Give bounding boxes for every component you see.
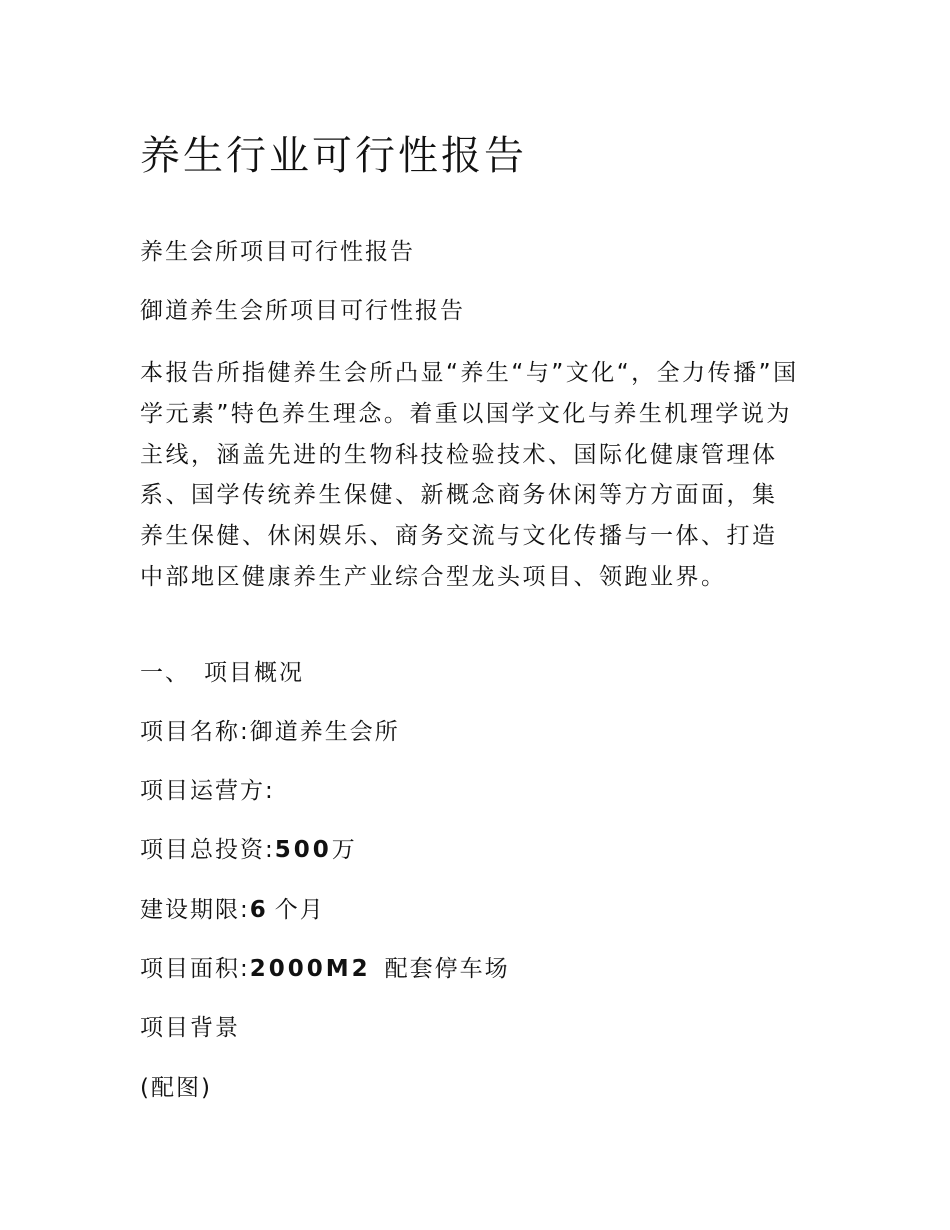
document-title: 养生行业可行性报告: [140, 133, 527, 179]
figure-placeholder: (配图): [140, 1075, 212, 1101]
project-name-value: 御道养生会所: [249, 719, 400, 745]
project-investment-label: 项目总投资:: [140, 837, 275, 863]
project-name-row: [140, 717, 400, 747]
project-name-label: 项目名称:: [140, 719, 250, 745]
project-operator-label: 项目运营方:: [140, 778, 275, 804]
project-area-number: 2000M2: [249, 956, 371, 982]
project-background-heading: 项目背景: [140, 1015, 240, 1041]
project-area-label: 项目面积:: [140, 956, 250, 982]
intro-paragraph: 本报告所指健养生会所凸显“养生“与”文化“，全力传播”国学元素”特色养生理念。着重以国学文化与养生机理学说为主线，涵盖先进的生物科技检验技术、国际化健康管理体系、国学传统养生保健、新概念商务休闲等方方面面，集养生保健、休闲娱乐、商务交流与文化传播与一体、打造中部地区健康养生产业综合型龙头项目、领跑业界。: [140, 360, 799, 590]
project-investment-unit: 万: [331, 837, 357, 863]
project-period-label: 建设期限:: [140, 897, 250, 923]
project-area-note: 配套停车场: [384, 956, 510, 982]
subtitle-yudao-report: 御道养生会所项目可行性报告: [140, 298, 465, 324]
project-period-row: [140, 895, 325, 925]
section-heading-text: 项目概况: [204, 660, 304, 686]
project-area-row: [140, 954, 510, 984]
section-heading-overview: [140, 658, 304, 688]
project-investment-row: [140, 835, 357, 865]
section-number: 一、: [140, 660, 190, 686]
project-period-number: 6: [249, 897, 269, 923]
project-investment-number: 500: [274, 837, 332, 863]
project-period-unit: 个月: [274, 897, 325, 923]
project-operator-row: [140, 776, 275, 806]
subtitle-club-report: 养生会所项目可行性报告: [140, 239, 415, 265]
